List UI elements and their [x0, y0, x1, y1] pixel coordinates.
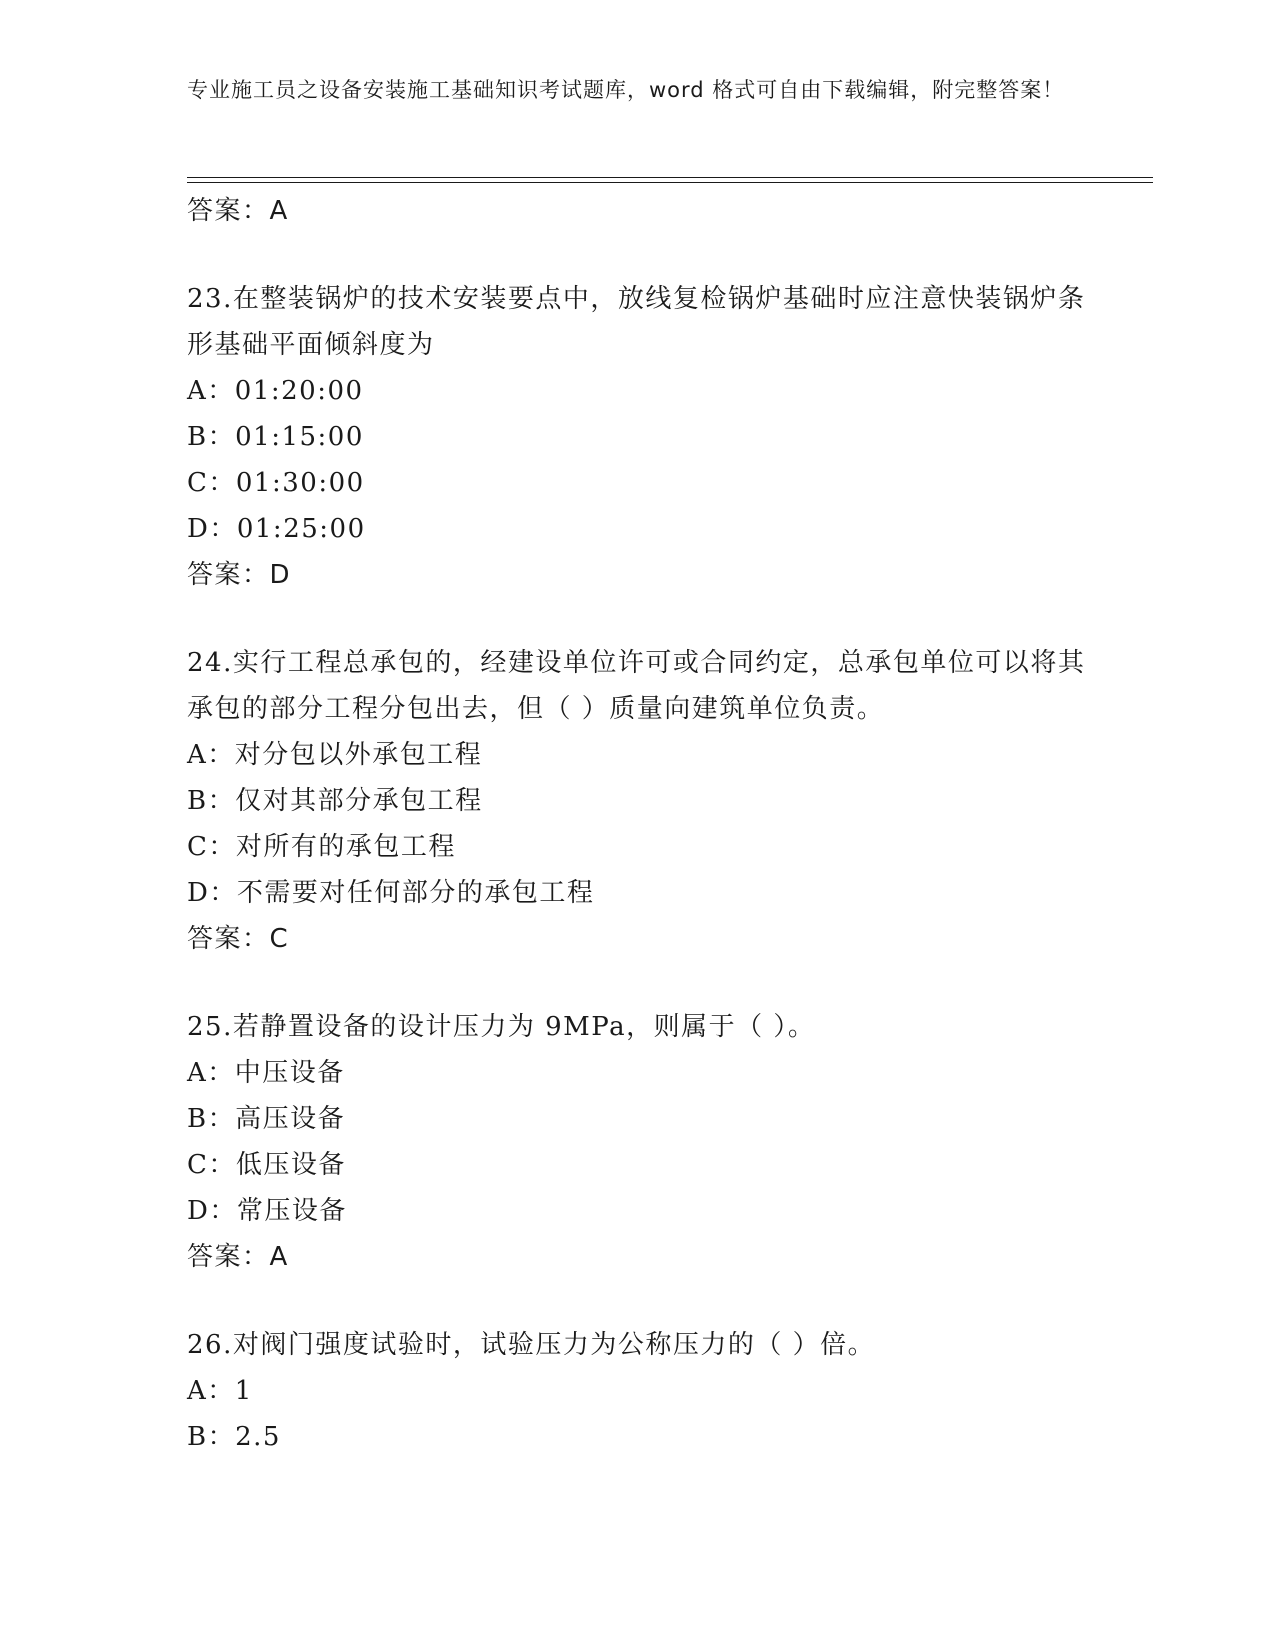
option-b: B：高压设备	[187, 1104, 346, 1134]
option-b: B：01:15:00	[187, 422, 364, 452]
option-c: C：01:30:00	[187, 468, 365, 498]
option-c: C：低压设备	[187, 1150, 346, 1180]
document-body	[187, 188, 1087, 1460]
question-stem: 25.若静置设备的设计压力为 9MPa，则属于（ ）。	[187, 1012, 816, 1042]
question-stem: 26.对阀门强度试验时，试验压力为公称压力的（ ）倍。	[187, 1330, 876, 1360]
question-24	[187, 640, 1087, 962]
page-header: 专业施工员之设备安装施工基础知识考试题库，word 格式可自由下载编辑，附完整答案！	[187, 78, 1065, 102]
answer-line: 答案：A	[187, 1242, 289, 1272]
header-rule-bottom	[187, 182, 1153, 183]
option-a: A：1	[187, 1376, 253, 1406]
question-26	[187, 1322, 1087, 1460]
question-23	[187, 276, 1087, 598]
question-stem: 23.在整装锅炉的技术安装要点中，放线复检锅炉基础时应注意快装锅炉条形基础平面倾斜度为	[187, 284, 1086, 360]
option-d: D：常压设备	[187, 1196, 347, 1226]
header-rule-top	[187, 177, 1153, 178]
option-b: B：2.5	[187, 1422, 281, 1452]
option-a: A：01:20:00	[187, 376, 364, 406]
answer-line: 答案：C	[187, 924, 290, 954]
question-stem: 24.实行工程总承包的，经建设单位许可或合同约定，总承包单位可以将其承包的部分工程分包出去，但（ ）质量向建筑单位负责。	[187, 648, 1086, 724]
option-a: A：对分包以外承包工程	[187, 740, 483, 770]
option-a: A：中压设备	[187, 1058, 345, 1088]
question-25	[187, 1004, 1087, 1280]
option-c: C：对所有的承包工程	[187, 832, 456, 862]
option-d: D：不需要对任何部分的承包工程	[187, 878, 595, 908]
option-d: D：01:25:00	[187, 514, 366, 544]
answer-line: 答案：D	[187, 560, 292, 590]
answer-line: 答案：A	[187, 196, 289, 226]
option-b: B：仅对其部分承包工程	[187, 786, 483, 816]
